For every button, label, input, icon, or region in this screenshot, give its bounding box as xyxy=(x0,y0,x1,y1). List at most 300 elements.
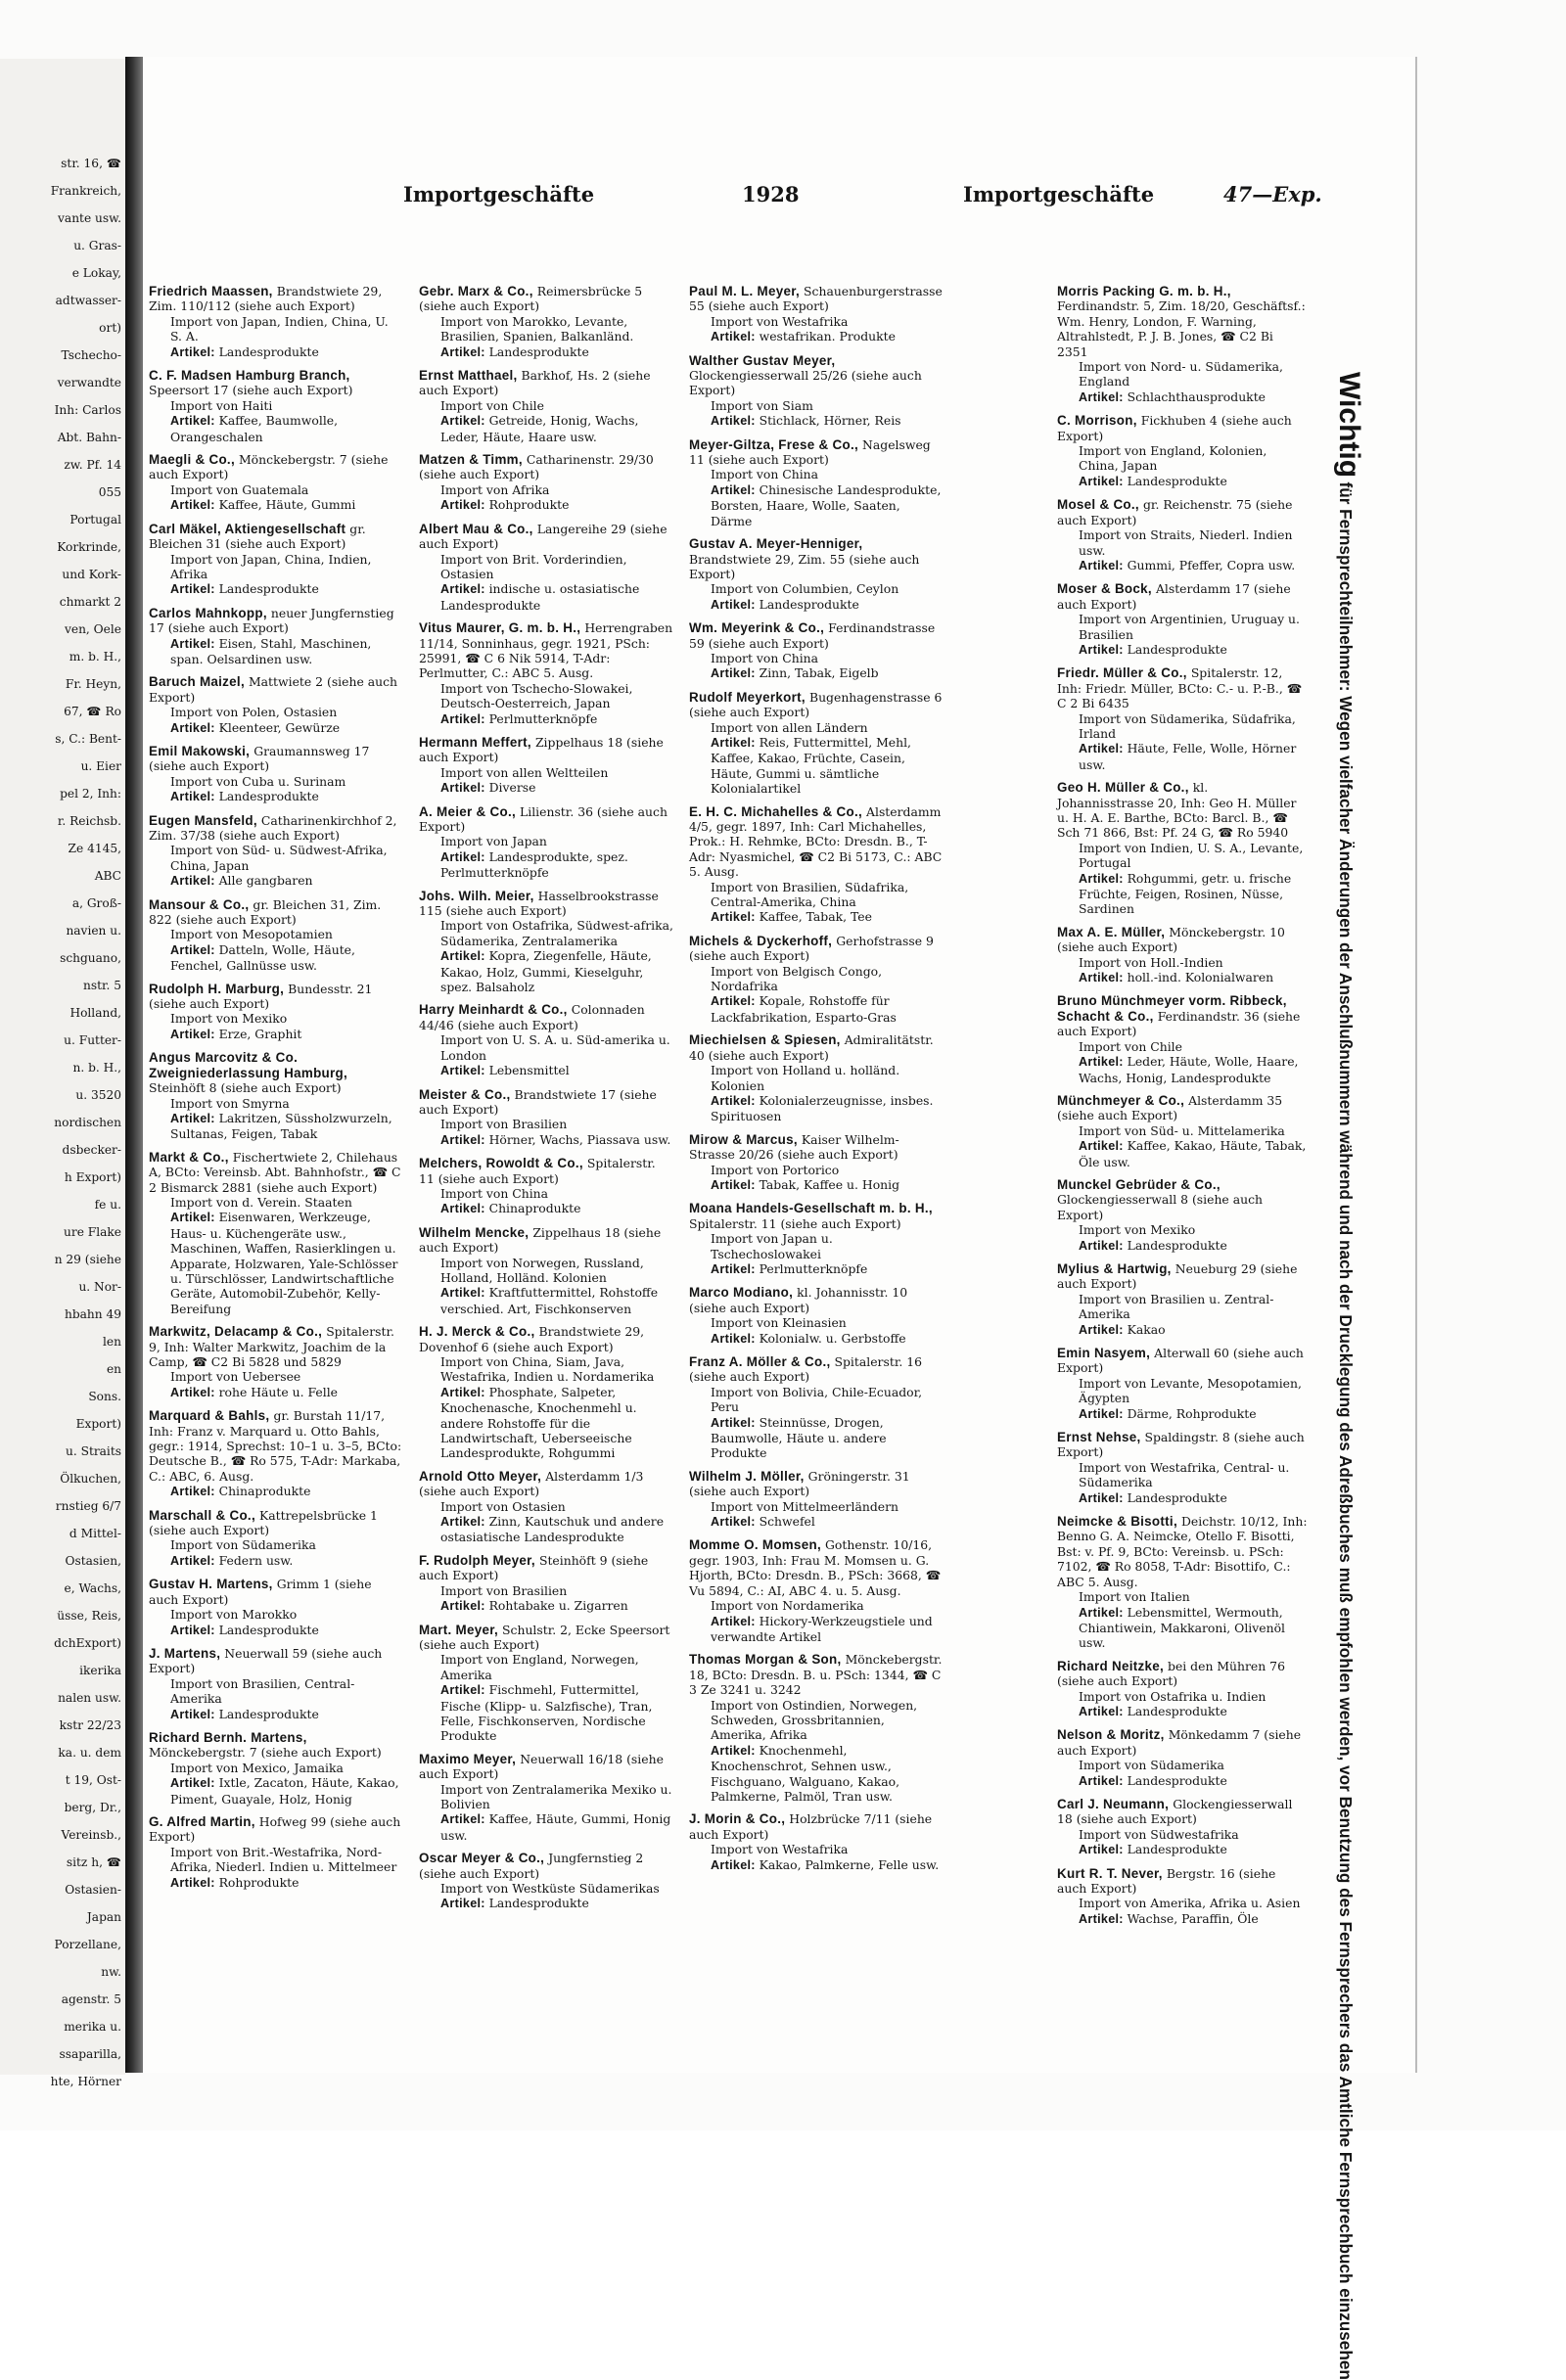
articles-label: Artikel: xyxy=(440,949,489,964)
import-line xyxy=(1057,527,1308,558)
directory-entry xyxy=(419,1623,673,1744)
prev-page-fragment: pel 2, Inh: xyxy=(60,787,121,801)
line-text: Landesprodukte xyxy=(218,581,319,597)
articles-line xyxy=(149,1210,403,1316)
articles-label: Artikel: xyxy=(440,1202,489,1216)
line-text: Alle gangbaren xyxy=(218,873,313,889)
company-address: Jungfernstieg 2 (siehe auch Export) xyxy=(419,1851,644,1881)
header-page-number: 47—Exp. xyxy=(1223,182,1322,206)
articles-label: Artikel: xyxy=(1079,1490,1128,1505)
articles-label: Artikel: xyxy=(440,1064,489,1078)
line-text: Import von Chile xyxy=(1079,1038,1182,1054)
line-text: Import von Brit.-Westafrika, Nord-Afrika, Niederl. Indien u. Mittelmeer xyxy=(170,1844,397,1875)
directory-entry xyxy=(149,744,403,805)
prev-page-fragment: ort) xyxy=(99,321,121,335)
header-year: 1928 xyxy=(742,182,800,206)
company-address: gr. Bleichen 31, Zim. 822 (siehe auch Export) xyxy=(149,896,382,928)
articles-label: Artikel: xyxy=(170,636,219,651)
company-address: Bundesstr. 21 (siehe auch Export) xyxy=(149,981,373,1012)
company-address: Fischertwiete 2, Chilehaus A, BCto: Vereinsb. Abt. Bahnhofstr., ☎ C 2 Bismarck 2881 (siehe auch Export) xyxy=(149,1149,401,1195)
articles-label: Artikel: xyxy=(170,1623,219,1637)
prev-page-fragment: ka. u. dem xyxy=(58,1746,121,1760)
line-text: Import von Südamerika xyxy=(1079,1758,1224,1773)
company-name: Morris Packing G. m. b. H., xyxy=(1057,284,1231,298)
company-address: Brandstwiete 29, Dovenhof 6 (siehe auch Export) xyxy=(419,1324,645,1354)
company-address: Mönckebergstr. 18, BCto: Dresdn. B. u. PSch: 1344, ☎ C 3 Ze 3241 u. 3242 xyxy=(689,1652,943,1698)
prev-page-fragment: Tschecho- xyxy=(61,348,121,362)
company-name: Mansour & Co., xyxy=(149,896,253,912)
line-text: Import von Mexico, Jamaika xyxy=(170,1760,344,1775)
prev-page-fragment: ssaparilla, xyxy=(59,2047,121,2061)
line-text: Import von Ostasien xyxy=(440,1498,566,1514)
line-text: Import von China xyxy=(440,1185,549,1201)
prev-page-fragment: Vereinsb., xyxy=(61,1828,121,1842)
articles-line xyxy=(689,1177,944,1193)
directory-entry xyxy=(689,1652,944,1804)
articles-label: Artikel: xyxy=(711,1177,760,1192)
articles-label: Artikel: xyxy=(1079,871,1128,886)
line-text: Import von Brasilien xyxy=(440,1582,568,1598)
articles-label: Artikel: xyxy=(440,781,489,796)
prev-page-fragment: str. 16, ☎ xyxy=(61,157,121,170)
company-name: Emil Makowski, xyxy=(149,743,254,758)
line-text: Import von Mittelmeerländern xyxy=(711,1498,898,1514)
import-line xyxy=(149,1096,403,1111)
line-text: Kaffee, Tabak, Tee xyxy=(759,909,872,925)
articles-label: Artikel: xyxy=(711,1331,760,1346)
company-address: Neuerwall 16/18 (siehe auch Export) xyxy=(419,1751,664,1782)
line-text: Import von allen Weltteilen xyxy=(440,764,609,780)
articles-line xyxy=(149,1027,403,1042)
line-text: Reis, Futtermittel, Mehl, Kaffee, Kakao, Früchte, Casein, Häute, Gummi u. sämtliche Kolonialartikel xyxy=(711,734,911,797)
articles-line xyxy=(419,849,673,881)
company-name: Ernst Matthael, xyxy=(419,368,522,384)
prev-page-fragment: 055 xyxy=(98,485,121,499)
articles-label: Artikel: xyxy=(711,1743,760,1758)
articles-label: Artikel: xyxy=(440,1683,489,1698)
company-address: Admiralitätstr. 40 (siehe auch Export) xyxy=(689,1032,934,1063)
company-name: Gustav H. Martens, xyxy=(149,1577,277,1592)
articles-label: Artikel: xyxy=(440,711,489,726)
company-address: Alsterdamm 4/5, gegr. 1897, Inh: Carl Michahelles, Prok.: H. Rehmke, BCto: Dresdn. B., T-Adr: Nyasmichel, ☎ C2 Bi 5173, C.: ABC 5. Ausg. xyxy=(689,803,943,880)
import-line xyxy=(1057,1827,1308,1842)
line-text: Phosphate, Salpeter, Knochenasche, Knochenmehl u. andere Rohstoffe für die Landwirtschaft, Ueberseeische Landesprodukte, Rohgummi xyxy=(440,1384,637,1461)
line-text: Kopra, Ziegenfelle, Häute, Kakao, Holz, Gummi, Kieselguhr, spez. Balsaholz xyxy=(440,948,652,995)
company-address: Brandstwiete 29, Zim. 55 (siehe auch Export) xyxy=(689,551,920,581)
company-name: Paul M. L. Meyer, xyxy=(689,284,805,298)
articles-line xyxy=(689,1093,944,1124)
line-text: Diverse xyxy=(488,780,536,796)
line-text: Landesprodukte xyxy=(218,343,319,359)
directory-entry xyxy=(689,1032,944,1123)
directory-entry xyxy=(419,804,673,881)
line-text: Därme, Rohprodukte xyxy=(1127,1405,1257,1421)
line-text: Landesprodukte xyxy=(1127,1842,1227,1857)
prev-page-fragment: u. Nor- xyxy=(78,1280,121,1294)
line-text: Getreide, Honig, Wachs, Leder, Häute, Haare usw. xyxy=(440,413,639,444)
directory-entry xyxy=(689,934,944,1025)
prev-page-fragment: Ölkuchen, xyxy=(60,1472,121,1486)
company-name: Eugen Mansfeld, xyxy=(149,812,261,828)
sidebar-notice-text: für Fernsprechteilnehmer: Wegen vielfacher Änderungen der Anschlußnummern während und nach der Drucklegung des Adreßbuches muß empfohlen werden, vor Benutzung des Fernsprechers das Amtliche Fernsprechbuch einzusehen xyxy=(1336,481,1356,2380)
articles-line xyxy=(149,1707,403,1722)
articles-line xyxy=(419,581,673,613)
company-address: bei den Mühren 76 (siehe auch Export) xyxy=(1057,1658,1285,1689)
directory-entry xyxy=(1057,1797,1308,1858)
directory-entry xyxy=(149,1408,403,1499)
prev-page-fragment: nw. xyxy=(101,1965,121,1979)
import-line xyxy=(1057,612,1308,642)
articles-label: Artikel: xyxy=(711,1857,760,1872)
company-address: Zippelhaus 18 (siehe auch Export) xyxy=(419,1224,662,1256)
directory-entry xyxy=(149,1324,403,1400)
company-address: Colonnaden 44/46 (siehe auch Export) xyxy=(419,1002,645,1032)
import-line xyxy=(1057,443,1308,474)
company-address: Deichstr. 10/12, Inh: Benno G. A. Neimcke, Otello F. Bisotti, Bst: v. Pf. 9, BCto: Vereinsb. u. PSch: 7102, ☎ Ro 8058, T-Adr: Bisottifo, C.: ABC 5. Ausg. xyxy=(1057,1514,1308,1589)
line-text: Landesprodukte xyxy=(488,1896,589,1911)
articles-label: Artikel: xyxy=(170,1707,219,1721)
prev-page-fragment: navien u. xyxy=(66,924,121,938)
articles-line xyxy=(419,1598,673,1614)
articles-label: Artikel: xyxy=(440,1286,489,1301)
company-name: Melchers, Rowoldt & Co., xyxy=(419,1156,587,1171)
articles-label: Artikel: xyxy=(1079,1139,1128,1154)
company-name: Momme O. Momsen, xyxy=(689,1537,826,1553)
line-text: Import von d. Verein. Staaten xyxy=(170,1194,352,1210)
line-text: Import von China, Siam, Java, Westafrika, Indien u. Nordamerika xyxy=(440,1354,655,1385)
company-name: Rudolf Meyerkort, xyxy=(689,689,809,705)
articles-line xyxy=(149,942,403,974)
articles-line xyxy=(1057,558,1308,573)
prev-page-fragment: u. Eier xyxy=(80,759,121,773)
articles-label: Artikel: xyxy=(1079,1704,1128,1718)
articles-line xyxy=(1057,1605,1308,1651)
company-address: Alsterdamm 1/3 (siehe auch Export) xyxy=(419,1468,644,1499)
company-name: Mirow & Marcus, xyxy=(689,1131,802,1147)
import-line xyxy=(149,927,403,941)
company-address: Glockengiesserwall 18 (siehe auch Export) xyxy=(1057,1796,1293,1827)
prev-page-fragment: n. b. H., xyxy=(72,1061,121,1075)
articles-line xyxy=(1057,389,1308,405)
line-text: Import von Südamerika xyxy=(170,1537,316,1553)
prev-page-fragment: u. Futter- xyxy=(64,1033,121,1047)
line-text: Landesprodukte xyxy=(1127,1489,1227,1505)
company-address: Gothenstr. 10/16, gegr. 1903, Inh: Frau M. Momsen u. G. Hjorth, BCto: Dresdn. B., PSch: 3668, ☎ Vu 5894, C.: AI, ABC 4. u. 5. Ausg. xyxy=(689,1537,942,1598)
line-text: Import von Holland u. holländ. Kolonien xyxy=(711,1063,900,1093)
articles-line xyxy=(419,413,673,444)
line-text: Import von Polen, Ostasien xyxy=(170,705,338,720)
company-address: Reimersbrücke 5 (siehe auch Export) xyxy=(419,284,643,314)
company-name: H. J. Merck & Co., xyxy=(419,1324,539,1340)
articles-line xyxy=(1057,871,1308,917)
articles-label: Artikel: xyxy=(711,1415,760,1430)
company-address: Neuerwall 59 (siehe auch Export) xyxy=(149,1645,383,1676)
articles-line xyxy=(419,780,673,796)
line-text: Landesprodukte xyxy=(1127,641,1227,657)
line-text: Import von Cuba u. Surinam xyxy=(170,773,346,789)
company-name: Johs. Wilh. Meier, xyxy=(419,888,538,903)
company-name: Matzen & Timm, xyxy=(419,452,527,468)
import-line xyxy=(419,398,673,413)
line-text: Eisen, Stahl, Maschinen, span. Oelsardinen usw. xyxy=(170,635,372,666)
line-text: Lebensmittel xyxy=(488,1063,570,1078)
line-text: Import von Brasilien, Central-Amerika xyxy=(170,1675,355,1707)
company-address: Ferdinandstrasse 59 (siehe auch Export) xyxy=(689,620,936,651)
company-name: Markt & Co., xyxy=(149,1149,233,1165)
line-text: Kraftfuttermittel, Rohstoffe verschied. Art, Fischkonserven xyxy=(440,1285,659,1316)
line-text: Import von Süd- u. Mittelamerika xyxy=(1079,1122,1285,1138)
prev-page-fragment: ven, Oele xyxy=(64,622,121,636)
articles-line xyxy=(689,665,944,681)
company-name: Max A. E. Müller, xyxy=(1057,924,1170,939)
articles-line xyxy=(149,344,403,360)
line-text: Chinaprodukte xyxy=(218,1484,311,1499)
company-address: Zippelhaus 18 (siehe auch Export) xyxy=(419,734,664,765)
directory-entry xyxy=(1057,925,1308,986)
line-text: Import von Mexiko xyxy=(170,1011,288,1027)
company-address: Spitalerstr. 16 (siehe auch Export) xyxy=(689,1354,923,1385)
articles-line xyxy=(1057,1842,1308,1857)
directory-entry xyxy=(419,284,673,360)
articles-label: Artikel: xyxy=(1079,1911,1128,1926)
import-line xyxy=(149,705,403,719)
import-line xyxy=(149,1195,403,1210)
articles-line xyxy=(1057,970,1308,985)
directory-entry xyxy=(1057,1261,1308,1338)
company-name: Carlos Mahnkopp, xyxy=(149,605,271,620)
prev-page-fragment: Frankreich, xyxy=(50,184,121,198)
prev-page-fragment: en xyxy=(106,1362,121,1376)
company-address: Mattwiete 2 (siehe auch Export) xyxy=(149,674,398,705)
company-address: Spitalerstr. 12, Inh: Friedr. Müller, BCto: C.- u. P.-B., ☎ C 2 Bi 6435 xyxy=(1057,665,1303,711)
company-name: Hermann Meffert, xyxy=(419,734,535,750)
articles-line xyxy=(689,1614,944,1645)
line-text: Zinn, Tabak, Eigelb xyxy=(759,665,879,681)
directory-entry xyxy=(419,1087,673,1149)
line-text: Kaffee, Häute, Gummi xyxy=(218,497,356,513)
articles-label: Artikel: xyxy=(711,597,760,612)
import-line xyxy=(419,1782,673,1812)
articles-line xyxy=(1057,1138,1308,1169)
line-text: Import von Brit. Vorderindien, Ostasien xyxy=(440,551,627,581)
articles-line xyxy=(1057,474,1308,489)
import-line xyxy=(1057,1292,1308,1322)
company-name: Mylius & Hartwig, xyxy=(1057,1260,1175,1276)
line-text: Schwefel xyxy=(759,1514,815,1530)
prev-page-fragment: hte, Hörner xyxy=(50,2075,121,2088)
company-name: Nelson & Moritz, xyxy=(1057,1727,1169,1743)
line-text: Lebensmittel, Wermouth, Chiantiwein, Makkaroni, Olivenöl usw. xyxy=(1079,1604,1285,1651)
prev-page-fragment: ure Flake xyxy=(64,1225,121,1239)
articles-line xyxy=(419,497,673,513)
line-text: Häute, Felle, Wolle, Hörner usw. xyxy=(1079,741,1297,772)
articles-line xyxy=(419,1385,673,1461)
line-text: Leder, Häute, Wolle, Haare, Wachs, Honig, Landesprodukte xyxy=(1079,1054,1299,1085)
articles-label: Artikel: xyxy=(1079,1773,1128,1788)
prev-page-fragment: zw. Pf. 14 xyxy=(64,458,121,472)
articles-line xyxy=(419,1063,673,1078)
articles-line xyxy=(1057,1490,1308,1506)
company-address: Brandstwiete 17 (siehe auch Export) xyxy=(419,1086,657,1117)
articles-line xyxy=(419,1811,673,1843)
directory-entry xyxy=(419,1225,673,1316)
prev-page-fragment: hbahn 49 xyxy=(65,1307,121,1321)
articles-line xyxy=(689,1415,944,1461)
company-address: Kaiser Wilhelm-Strasse 20/26 (siehe auch Export) xyxy=(689,1131,899,1163)
prev-page-fragment: üsse, Reis, xyxy=(57,1609,121,1623)
import-line xyxy=(419,918,673,948)
prev-page-fragment: e Lokay, xyxy=(71,266,121,280)
directory-entry xyxy=(419,1851,673,1912)
line-text: Import von Nord- u. Südamerika, England xyxy=(1079,359,1283,389)
company-name: Arnold Otto Meyer, xyxy=(419,1468,546,1484)
line-text: Import von Westküste Südamerikas xyxy=(440,1881,660,1896)
import-line xyxy=(689,467,944,481)
prev-page-fragment: verwandte xyxy=(57,376,121,389)
import-line xyxy=(689,1063,944,1093)
import-line xyxy=(1057,1039,1308,1054)
articles-label: Artikel: xyxy=(170,414,219,429)
import-line xyxy=(1057,1376,1308,1406)
company-address: gr. Bleichen 31 (siehe auch Export) xyxy=(149,521,366,552)
articles-label: Artikel: xyxy=(711,910,760,925)
articles-label: Artikel: xyxy=(440,1897,489,1911)
company-name: C. F. Madsen Hamburg Branch, xyxy=(149,368,350,384)
import-line xyxy=(1057,841,1308,871)
company-name: Kurt R. T. Never, xyxy=(1057,1865,1167,1881)
articles-line xyxy=(149,1553,403,1569)
import-line xyxy=(689,1698,944,1743)
company-address: Catharinenstr. 29/30 (siehe auch Export) xyxy=(419,452,654,482)
line-text: rohe Häute u. Felle xyxy=(218,1384,339,1399)
articles-label: Artikel: xyxy=(170,1553,219,1568)
import-line xyxy=(419,482,673,497)
line-text: Landesprodukte xyxy=(1127,1703,1227,1718)
column-3 xyxy=(689,284,944,2084)
prev-page-fragment: agenstr. 5 xyxy=(61,1992,121,2006)
import-line xyxy=(689,651,944,665)
line-text: Kopale, Rohstoffe für Lackfabrikation, Esparto-Gras xyxy=(711,993,897,1025)
articles-line xyxy=(419,711,673,727)
company-name: Richard Bernh. Martens, xyxy=(149,1729,307,1745)
header-right-title: Importgeschäfte xyxy=(963,182,1155,206)
directory-entry xyxy=(1057,1430,1308,1506)
directory-entry xyxy=(1057,780,1308,917)
import-line xyxy=(689,398,944,413)
directory-entry xyxy=(149,1577,403,1638)
articles-line xyxy=(689,482,944,528)
line-text: Fischmehl, Futtermittel, Fische (Klipp- u. Salzfische), Tran, Felle, Fischkonserven, Nordische Produkte xyxy=(440,1682,653,1744)
line-text: Kleenteer, Gewürze xyxy=(218,719,341,735)
articles-label: Artikel: xyxy=(711,1093,760,1108)
company-address: Catharinenkirchhof 2, Zim. 37/38 (siehe auch Export) xyxy=(149,812,397,843)
prev-page-fragment: chmarkt 2 xyxy=(59,595,121,609)
line-text: Import von Siam xyxy=(711,397,813,413)
line-text: Import von Marokko, Levante, Brasilien, Spanien, Balkanländ. xyxy=(440,313,634,344)
articles-label: Artikel: xyxy=(711,994,760,1009)
company-address: Steinhöft 8 (siehe auch Export) xyxy=(149,1080,342,1096)
articles-line xyxy=(419,1132,673,1148)
line-text: Import von Straits, Niederl. Indien usw. xyxy=(1079,527,1293,558)
prev-page-fragment: Portugal xyxy=(69,513,121,526)
prev-page-fragment: Holland, xyxy=(69,1006,121,1020)
directory-entry xyxy=(419,522,673,613)
company-name: Wm. Meyerink & Co., xyxy=(689,620,829,636)
company-name: Moser & Bock, xyxy=(1057,581,1156,597)
line-text: Erze, Graphit xyxy=(218,1026,302,1041)
articles-line xyxy=(419,1285,673,1316)
company-address: Graumannsweg 17 (siehe auch Export) xyxy=(149,743,370,774)
prev-page-fragment: s, C.: Bent- xyxy=(55,732,121,746)
company-name: Mart. Meyer, xyxy=(419,1622,503,1637)
directory-entry xyxy=(149,1508,403,1570)
line-text: Kakao, Palmkerne, Felle usw. xyxy=(759,1856,940,1872)
line-text: Import von England, Kolonien, China, Japan xyxy=(1079,443,1267,474)
articles-label: Artikel: xyxy=(1079,558,1128,572)
company-address: Mönckebergstr. 7 (siehe auch Export) xyxy=(149,1745,382,1761)
articles-label: Artikel: xyxy=(1079,971,1128,985)
articles-label: Artikel: xyxy=(440,498,489,513)
directory-entry xyxy=(149,1050,403,1141)
company-name: Gustav A. Meyer-Henniger, xyxy=(689,536,863,552)
articles-label: Artikel: xyxy=(170,1485,219,1499)
articles-label: Artikel: xyxy=(170,1027,219,1041)
import-line xyxy=(419,1117,673,1131)
prev-page-fragment: d Mittel- xyxy=(69,1527,121,1540)
import-line xyxy=(689,720,944,735)
sidebar-notice-title: Wichtig xyxy=(1333,372,1365,479)
company-name: Meyer-Giltza, Frese & Co., xyxy=(689,436,863,452)
line-text: Import von U. S. A. u. Süd-amerika u. London xyxy=(440,1032,670,1063)
directory-entry xyxy=(689,804,944,926)
import-line xyxy=(1057,1222,1308,1237)
articles-label: Artikel: xyxy=(440,849,489,864)
company-address: Glockengiesserwall 25/26 (siehe auch Export) xyxy=(689,368,922,398)
prev-page-fragment: dsbecker- xyxy=(62,1143,121,1157)
prev-page-fragment: fe u. xyxy=(94,1198,121,1212)
line-text: Kaffee, Kakao, Häute, Tabak, Öle usw. xyxy=(1079,1138,1307,1169)
company-name: G. Alfred Martin, xyxy=(149,1813,259,1829)
import-line xyxy=(419,1499,673,1514)
company-address: Brandstwiete 29, Zim. 110/112 (siehe auch Export) xyxy=(149,284,383,314)
company-address: Hofweg 99 (siehe auch Export) xyxy=(149,1813,401,1845)
directory-entry xyxy=(419,1324,673,1461)
directory-entry xyxy=(689,620,944,682)
import-line xyxy=(419,314,673,344)
articles-label: Artikel: xyxy=(1079,1605,1128,1620)
company-address: Ferdinandstr. 36 (siehe auch Export) xyxy=(1057,1008,1301,1039)
directory-entry xyxy=(1057,1093,1308,1169)
articles-line xyxy=(1057,741,1308,772)
prev-page-fragment: len xyxy=(103,1335,121,1349)
line-text: Import von Levante, Mesopotamien, Ägypten xyxy=(1079,1375,1302,1406)
line-text: Lakritzen, Süssholzwurzeln, Sultanas, Feigen, Tabak xyxy=(170,1110,392,1142)
import-line xyxy=(419,1186,673,1201)
line-text: Kolonialw. u. Gerbstoffe xyxy=(759,1330,906,1346)
company-name: Friedrich Maassen, xyxy=(149,284,277,298)
articles-line xyxy=(689,413,944,429)
import-line xyxy=(419,1032,673,1063)
articles-label: Artikel: xyxy=(170,498,219,513)
directory-entry xyxy=(1057,1866,1308,1928)
import-line xyxy=(1057,1896,1308,1910)
articles-label: Artikel: xyxy=(440,1599,489,1614)
import-line xyxy=(149,1537,403,1552)
import-line xyxy=(149,398,403,413)
company-address: Neueburg 29 (siehe auch Export) xyxy=(1057,1260,1298,1292)
articles-line xyxy=(149,873,403,889)
company-name: Albert Mau & Co., xyxy=(419,521,537,536)
